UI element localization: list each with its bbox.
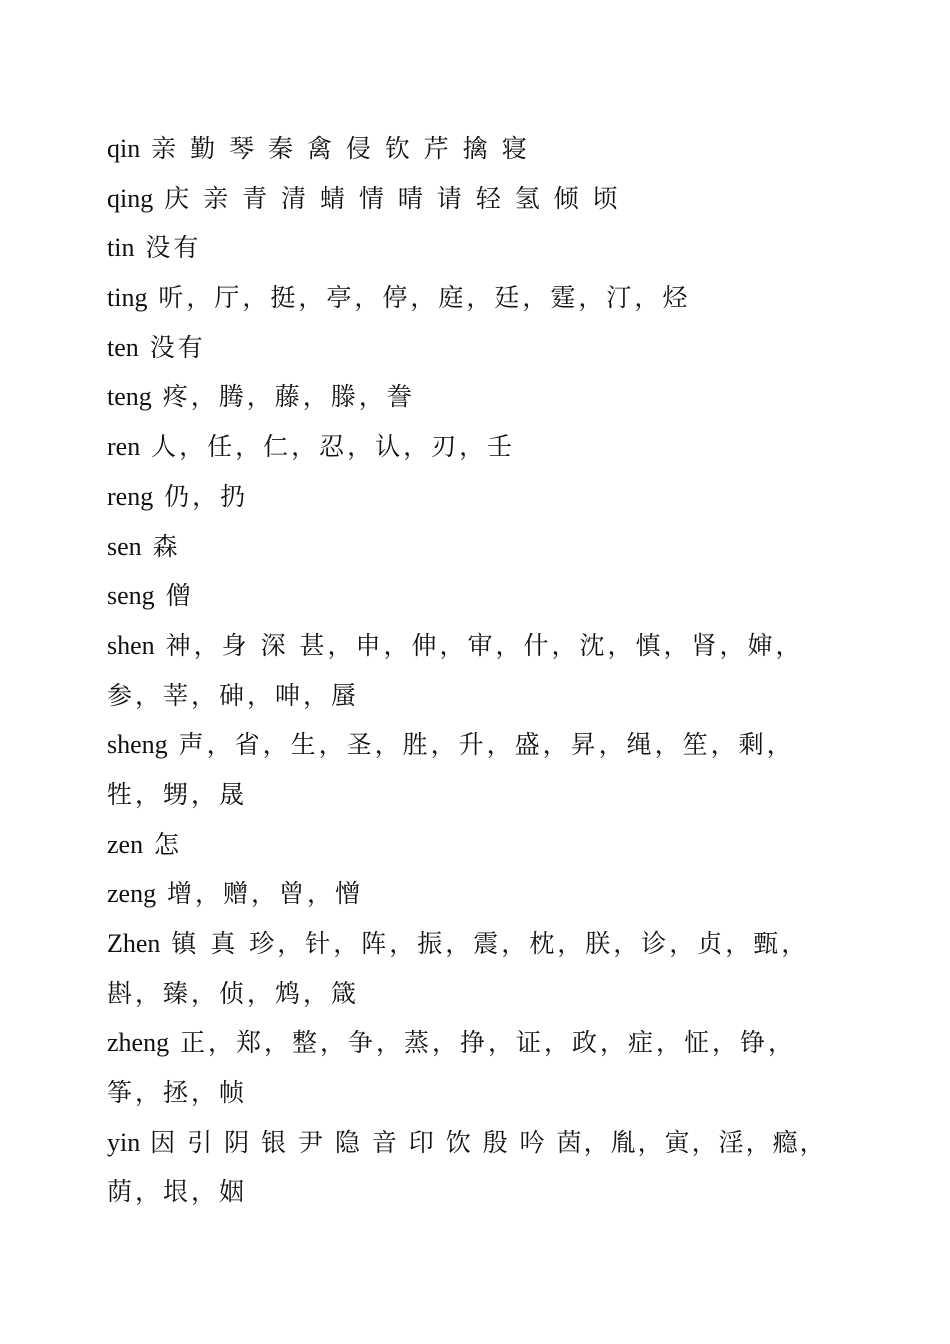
text-line [107,671,837,721]
chinese-characters: 没有 [134,233,202,263]
pinyin-label: ting [107,283,148,313]
chinese-characters: 正，郑，整，争，蒸，挣，证，政，症，怔，铮， [169,1028,797,1058]
pinyin-label: zheng [107,1028,170,1058]
text-line [107,571,837,621]
text-line [107,1068,837,1118]
text-line [107,174,837,224]
pinyin-label: ten [107,332,139,362]
chinese-characters: 人，任，仁，忍，认，刃，壬 [140,432,516,462]
text-line [107,522,837,572]
chinese-characters: 没有 [138,332,206,362]
pinyin-label: tin [107,233,135,263]
text-line [107,472,837,522]
chinese-characters: 筝，拯，帧 [107,1078,248,1108]
chinese-characters: 僧 [154,581,194,611]
text-line [107,273,837,323]
text-line [107,969,837,1019]
pinyin-label: qing [107,183,154,213]
text-line [107,1118,837,1168]
text-line [107,372,837,422]
text-line [107,422,837,472]
text-line [107,621,837,671]
document-page [107,124,837,1217]
pinyin-label: ren [107,432,141,462]
chinese-characters: 荫，垠，姻 [107,1177,248,1207]
text-line [107,124,837,174]
chinese-characters: 怎 [143,829,183,859]
chinese-characters: 牲，甥，晟 [107,779,248,809]
text-line [107,869,837,919]
chinese-characters: 镇 真 珍，针，阵，振，震，枕，朕，诊，贞，甄， [160,929,810,958]
pinyin-label: reng [107,481,154,511]
pinyin-label: shen [107,630,155,660]
text-line [107,1167,837,1217]
pinyin-label: seng [107,581,155,611]
pinyin-label: sheng [107,730,168,760]
chinese-characters: 庆 亲 青 清 蜻 情 晴 请 轻 氢 倾 顷 [153,183,621,213]
text-line [107,770,837,820]
pinyin-label: Zhen [107,929,161,958]
pinyin-label: zeng [107,879,157,909]
chinese-characters: 仍，扔 [153,481,249,511]
pinyin-label: yin [107,1127,141,1157]
text-line [107,720,837,770]
chinese-characters: 亲 勤 琴 秦 禽 侵 钦 芹 擒 寝 [140,134,530,163]
pinyin-label: sen [107,531,142,561]
pinyin-label: zen [107,829,144,859]
pinyin-label: qin [107,134,141,163]
chinese-characters: 增，赠，曾，憎 [156,879,364,909]
text-line [107,820,837,870]
text-line [107,223,837,273]
chinese-characters: 神，身 深 甚，申，伸，审，什，沈，慎，肾，婶， [154,630,804,660]
chinese-characters: 斟，臻，侦，鸩，箴 [107,978,360,1008]
chinese-characters: 听，厅，挺，亭，停，庭，廷，霆，汀，烃 [147,283,691,313]
chinese-characters: 疼，腾，藤，滕，誊 [151,382,415,412]
chinese-characters: 森 [141,531,181,561]
pinyin-label: teng [107,382,152,412]
text-line [107,919,837,969]
chinese-characters: 因 引 阴 银 尹 隐 音 印 饮 殷 吟 茵，胤，寅，淫，瘾， [140,1127,827,1157]
text-line [107,323,837,373]
chinese-characters: 声，省，生，圣，胜，升，盛，昇，绳，笙，剩， [167,730,795,760]
text-line [107,1018,837,1068]
chinese-characters: 参，莘，砷，呻，蜃 [107,680,360,710]
